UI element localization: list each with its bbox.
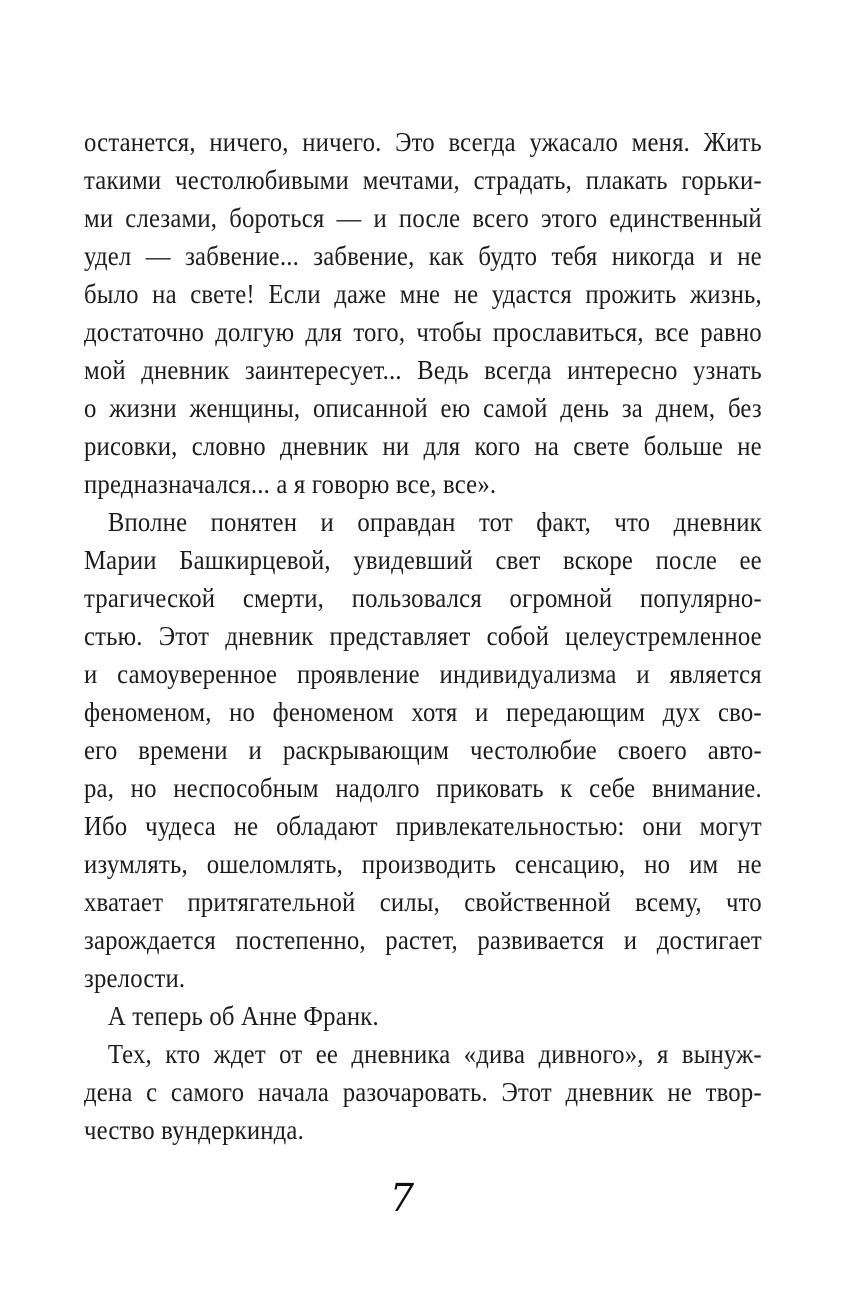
- text-line: зарождается постепенно, растет, развивается и достигает: [84, 925, 762, 955]
- text-line: чество вундеркинда.: [84, 1115, 304, 1145]
- text-line: стью. Этот дневник представляет собой целеустремленное: [84, 621, 762, 651]
- text-line: зрелости.: [84, 963, 186, 993]
- text-line: было на свете! Если даже мне не удастся прожить жизнь,: [84, 279, 762, 309]
- text-line: изумлять, ошеломлять, производить сенсацию, но им не: [84, 849, 762, 879]
- text-line: останется, ничего, ничего. Это всегда ужасало меня. Жить: [84, 127, 762, 157]
- text-line: такими честолюбивыми мечтами, страдать, плакать горьки-: [84, 165, 762, 195]
- text-line: Вполне понятен и оправдан тот факт, что дневник: [107, 507, 762, 537]
- page-number: 7: [389, 1176, 415, 1220]
- text-line: Тех, кто ждет от ее дневника «дива дивного», я вынуж-: [107, 1039, 762, 1069]
- text-line: рисовки, словно дневник ни для кого на свете больше не: [84, 431, 762, 461]
- text-line: о жизни женщины, описанной ею самой день за днем, без: [84, 393, 762, 423]
- text-line: дена с самого начала разочаровать. Этот дневник не твор-: [84, 1077, 762, 1107]
- text-line: Ибо чудеса не обладают привлекательностью: они могут: [84, 811, 762, 841]
- text-line: трагической смерти, пользовался огромной популярно-: [84, 583, 762, 613]
- text-block: [84, 123, 762, 1149]
- text-line: Марии Башкирцевой, увидевший свет вскоре после ее: [84, 545, 762, 575]
- text-line: и самоуверенное проявление индивидуализма и является: [84, 659, 762, 689]
- text-line: его времени и раскрывающим честолюбие своего авто-: [84, 735, 762, 765]
- text-line: удел — забвение... забвение, как будто тебя никогда и не: [84, 241, 762, 271]
- text-line: феноменом, но феноменом хотя и передающим дух сво-: [84, 697, 762, 727]
- text-line: мой дневник заинтересует... Ведь всегда интересно узнать: [84, 355, 762, 385]
- text-line: ра, но неспособным надолго приковать к себе внимание.: [84, 773, 762, 803]
- text-line: хватает притягательной силы, свойственной всему, что: [84, 887, 762, 917]
- text-line: предназначался... а я говорю все, все».: [84, 469, 497, 499]
- text-line: достаточно долгую для того, чтобы прославиться, все равно: [84, 317, 762, 347]
- text-line: А теперь об Анне Франк.: [107, 1001, 379, 1031]
- text-line: ми слезами, бороться — и после всего этого единственный: [84, 203, 762, 233]
